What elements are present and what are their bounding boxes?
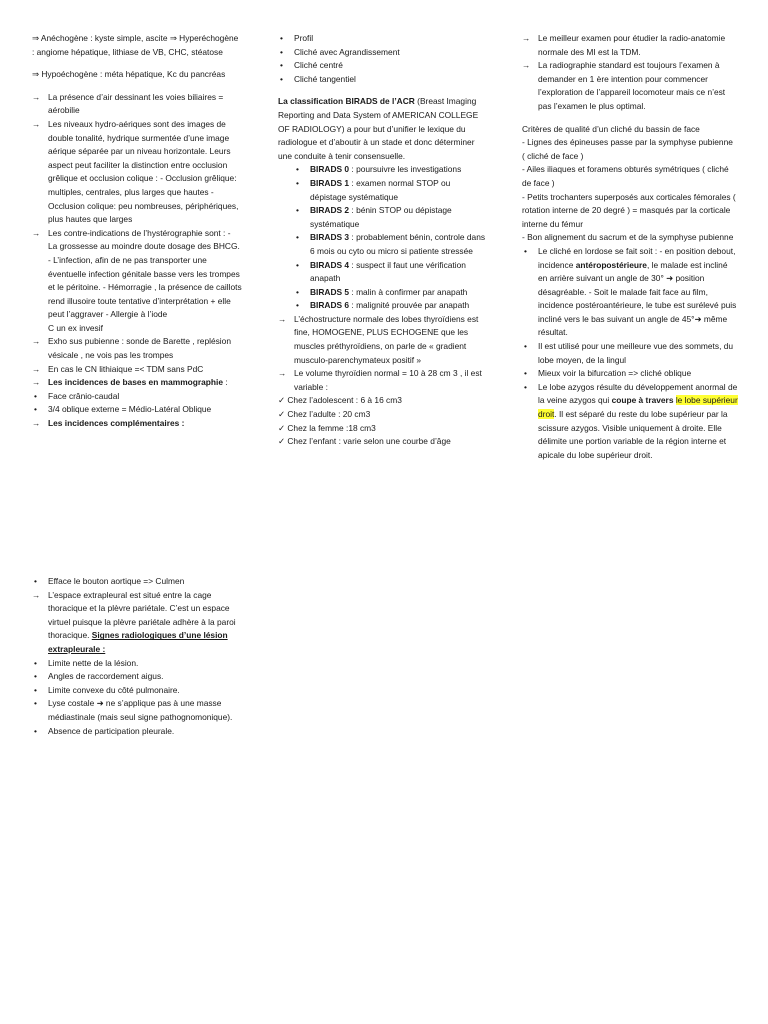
list-item: • 3/4 oblique externe = Médio-Latéral Oblique	[32, 403, 242, 417]
complementary-heading: → Les incidences complémentaires :	[32, 418, 185, 429]
list-item: • Cliché avec Agrandissement	[278, 46, 488, 60]
arrow-item: → Exho sus pubienne : sonde de Barette , replésion vésicale , ne vois pas les trompes	[32, 336, 231, 361]
aortic-list	[32, 575, 242, 589]
criteria-line: - Lignes des épineuses passe par la symphyse pubienne ( cliché de face )	[522, 137, 733, 161]
list-item: • Lyse costale ➜ ne s’applique pas à une masse médiastinale (mais seul signe pathognomonique).	[32, 697, 242, 724]
arrow-item: → Les niveaux hydro-aériques sont des images de double tonalité, hydrique surmentée d’une image aérique séparée par un niveau horizontale. Leurs aspect peut faciliter la distinction entre occlusion grêlique et occlusion colique : - Occlusion grêlique: multiples, centrales, plus larges que hautes - Occlusion colique: peu nombreuses, périphériques, plus hautes que larges	[32, 118, 239, 225]
list-item: • Efface le bouton aortique => Culmen	[32, 575, 242, 589]
highlighted-text: le lobe supérieur droit	[538, 395, 738, 420]
check-item: ✓ Chez l’adolescent : 6 à 16 cm3	[278, 395, 402, 406]
birads-item: • BIRADS 0 : poursuivre les investigations	[278, 163, 488, 177]
list-item: • Angles de raccordement aigus.	[32, 670, 242, 684]
list-item: • Mieux voir la bifurcation => cliché oblique	[522, 367, 738, 381]
list-item: • Profil	[278, 32, 488, 46]
signes-heading: Signes radiologiques d’une lésion extrapleurale :	[48, 630, 228, 654]
list-item: • Face crânio-caudal	[32, 390, 242, 404]
column-2	[278, 32, 488, 449]
criteria-line: - Bon alignement du sacrum et de la symphyse pubienne	[522, 232, 734, 243]
arrow-item: → L’espace extrapleural est situé entre la cage thoracique et la plèvre pariétale. C’est un espace virtuel puisque la plèvre pariétale adhère à la paroi thoracique. Signes radiologiques d’une lésion extrapleurale :	[32, 589, 236, 654]
criteria-line: - Petits trochanters superposés aux corticales fémorales ( rotation interne de 20 degré ) = masqués par la corticale interne du fémur	[522, 191, 736, 229]
birads-item: • BIRADS 5 : malin à confirmer par anapath	[278, 286, 488, 300]
birads-item: • BIRADS 3 : probablement bénin, controle dans 6 mois ou cyto ou micro si patiente stressée	[278, 231, 488, 258]
echo-paragraph-1: ⇒ Anéchogène : kyste simple, ascite ⇒ Hyperéchogène : angiome hépatique, lithiase de VB, CHC, stéatose	[32, 33, 239, 57]
arrow-item: → La présence d’air dessinant les voies biliaires = aérobilie	[32, 91, 224, 116]
arrow-item: → En cas le CN lithiaique =< TDM sans PdC	[32, 363, 204, 374]
birads-item: • BIRADS 2 : bénin STOP ou dépistage systématique	[278, 204, 488, 231]
thorax-list	[522, 245, 738, 463]
birads-title: La classification BIRADS de l’ACR	[278, 96, 415, 107]
birads-list	[278, 163, 488, 313]
birads-intro: La classification BIRADS de l’ACR (Breast Imaging Reporting and Data System of AMERICAN COLLEGE OF RADIOLOGY) a pour but d’unifier le lexique du radiologue et d’aboutir à un stade et donc déterminer une conduite à tenir consensuelle.	[278, 96, 479, 161]
column-1	[32, 32, 242, 431]
arrow-item: → Le volume thyroïdien normal = 10 à 28 cm 3 , il est variable :	[278, 368, 482, 392]
arrow-item: → Le meilleur examen pour étudier la radio-anatomie normale des MI est la TDM.	[522, 33, 726, 57]
list-item: • Le cliché en lordose se fait soit : - en position debout, incidence antéropostérieure, le malade est incliné en arrière suivant un angle de 30° ➜ position désagréable. - Soit le malade fait face au film, incidence postéroantérieure, le tube est surélevé puis incliné vers le bas suivant un angle de 45°➜ même résultat.	[522, 245, 738, 340]
birads-item: • BIRADS 1 : examen normal STOP ou dépistage systématique	[278, 177, 488, 204]
criteria-title: Critères de qualité d’un cliché du bassin de face	[522, 123, 700, 134]
list-item: • Limite nette de la lésion.	[32, 657, 242, 671]
incidences-list	[278, 32, 488, 86]
check-item: ✓ Chez la femme :18 cm3	[278, 422, 376, 433]
arrow-note: C un ex invesif	[48, 322, 103, 333]
birads-item: • BIRADS 4 : suspect il faut une vérification anapath	[278, 259, 488, 286]
list-item: • Cliché centré	[278, 59, 488, 73]
arrow-item: → Les contre-indications de l’hystérographie sont : - La grossesse au moindre doute dosage des BHCG. - L’infection, afin de ne pas transporter une éventuelle infection génitale basse vers les trompes et le péritoine. - Hémorragie , la présence de caillots rend illusoire toute tentative d’interprétation + elle peut l’aggraver - Allergie à l’iode	[32, 227, 242, 320]
birads-item: • BIRADS 6 : malignité prouvée par anapath	[278, 299, 488, 313]
mammo-heading: → Les incidences de bases en mammographie :	[32, 377, 228, 388]
check-item: ✓ Chez l’enfant : varie selon une courbe d’âge	[278, 436, 451, 447]
arrow-item: → L’échostructure normale des lobes thyroïdiens est fine, HOMOGENE, PLUS ECHOGENE que les muscles préthyroïdiens, on parle de « gradient musculo-parenchymateux positif »	[278, 313, 479, 365]
check-item: ✓ Chez l’adulte : 20 cm3	[278, 409, 371, 420]
column-3	[522, 32, 738, 462]
list-item: • Absence de participation pleurale.	[32, 725, 242, 739]
signes-list	[32, 657, 242, 739]
list-item: • Limite convexe du côté pulmonaire.	[32, 684, 242, 698]
arrow-item: → La radiographie standard est toujours l’examen à demander en 1 ère intention pour commencer l’exploration de l’appareil locomoteur mais ce n’est pas l’examen le plus optimal.	[522, 60, 726, 111]
column-1-lower	[32, 575, 242, 738]
criteria-line: - Ailes iliaques et foramens obturés symétriques ( cliché de face )	[522, 164, 729, 188]
list-item: • Il est utilisé pour une meilleure vue des sommets, du lobe moyen, de la lingul	[522, 340, 738, 367]
mammo-list	[32, 390, 242, 417]
echo-paragraph-2: ⇒ Hypoéchogène : méta hépatique, Kc du pancréas	[32, 69, 226, 80]
list-item: • Le lobe azygos résulte du développement anormal de la veine azygos qui coupe à travers le lobe supérieur droit. Il est séparé du reste du lobe supérieur par la scissure azygos. Visible uniquement à droite. Elle délimite une portion variable de la région interne et apicale du lobe supérieur droit.	[522, 381, 738, 463]
list-item: • Cliché tangentiel	[278, 73, 488, 87]
